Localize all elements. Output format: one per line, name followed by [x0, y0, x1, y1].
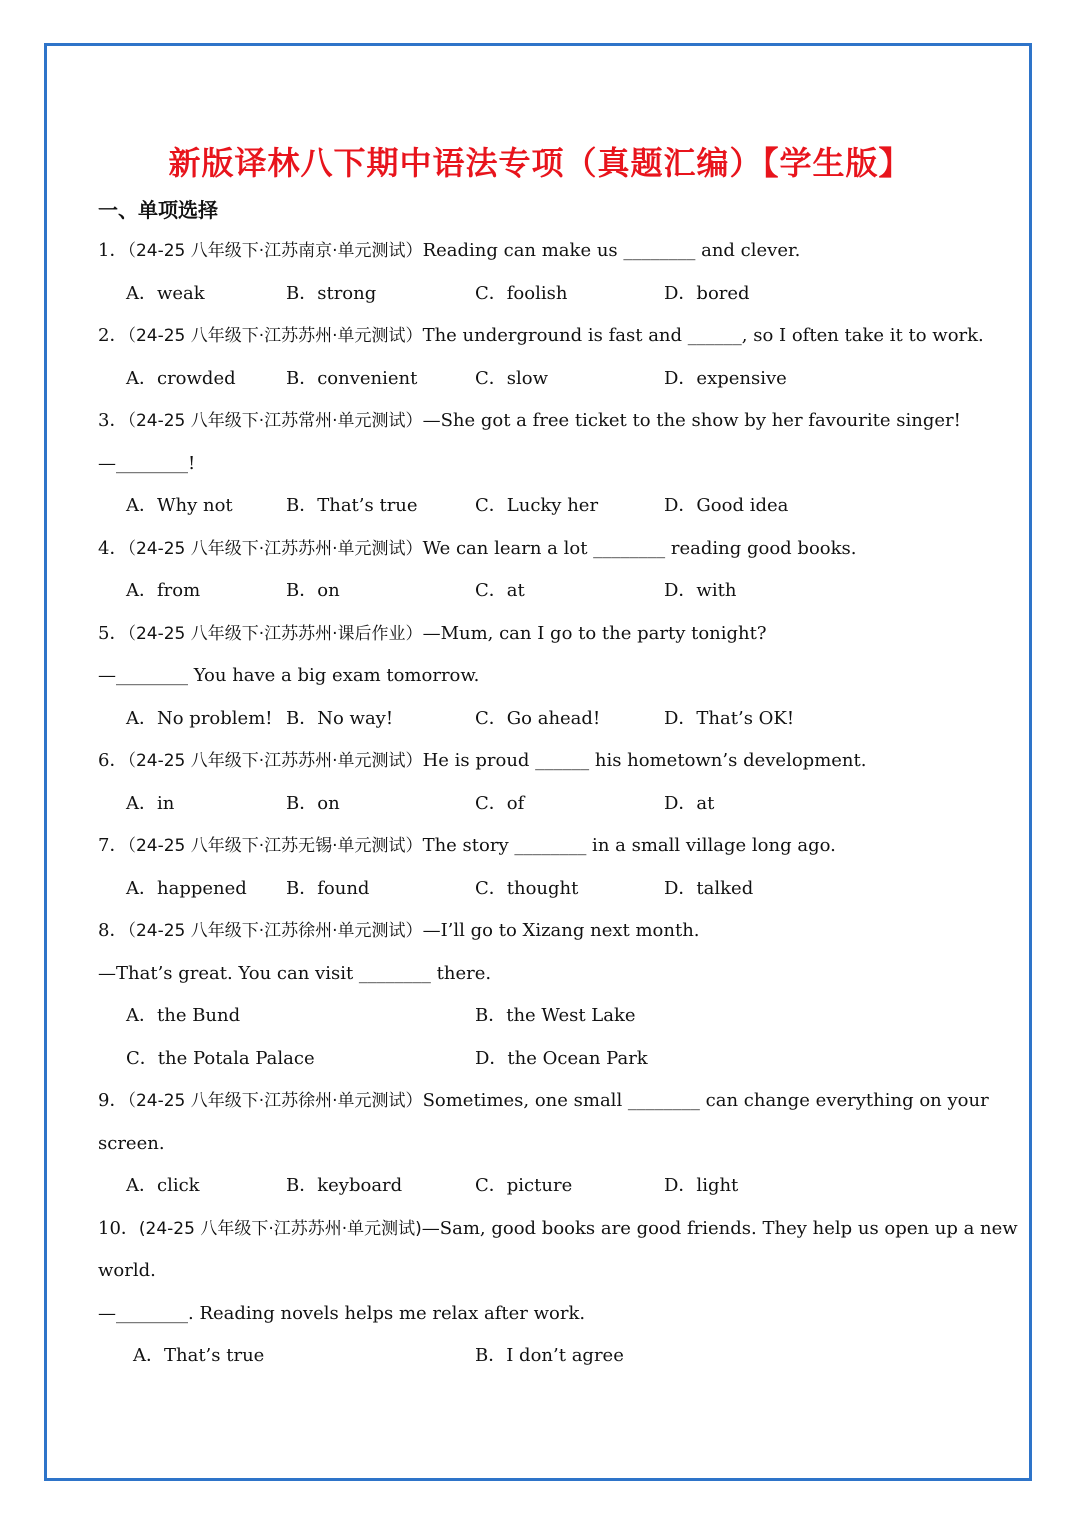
q3-option-b[interactable]: B．That’s true [286, 495, 418, 516]
q9-option-a[interactable]: A．click [126, 1175, 200, 1196]
q6-option-d[interactable]: D．at [664, 793, 715, 814]
q8-option-b[interactable]: B．the West Lake [475, 1005, 636, 1026]
question-6 [98, 747, 866, 775]
question-text: Sometimes, one small ________ can change everything on your [422, 1090, 989, 1111]
question-source: （24-25 八年级下·江苏无锡·单元测试） [127, 836, 423, 856]
question-text: —Sam, good books are good friends. They help us open up a new [421, 1218, 1018, 1239]
section-heading: 一、单项选择 [98, 198, 218, 222]
q2-option-d[interactable]: D．expensive [664, 368, 787, 389]
question-number: 10． [98, 1218, 139, 1239]
question-text: We can learn a lot ________ reading good books. [422, 538, 857, 559]
q4-option-d[interactable]: D．with [664, 580, 737, 601]
question-source: （24-25 八年级下·江苏苏州·单元测试） [127, 539, 423, 559]
q7-option-c[interactable]: C．thought [475, 878, 579, 899]
q1-option-c[interactable]: C．foolish [475, 283, 568, 304]
question-source: （24-25 八年级下·江苏南京·单元测试） [127, 241, 423, 261]
question-text: —I’ll go to Xizang next month. [422, 920, 700, 941]
question-text: —Mum, can I go to the party tonight? [422, 623, 767, 644]
question-source: （24-25 八年级下·江苏苏州·单元测试） [127, 326, 423, 346]
q6-option-c[interactable]: C．of [475, 793, 525, 814]
question-number: 7． [98, 835, 128, 856]
question-number: 8． [98, 920, 128, 941]
question-4 [98, 535, 857, 563]
question-text: —She got a free ticket to the show by her favourite singer! [422, 410, 961, 431]
question-10-continued: world. [98, 1260, 156, 1281]
question-1 [98, 237, 800, 265]
question-7 [98, 832, 836, 860]
q8-option-a[interactable]: A．the Bund [126, 1005, 241, 1026]
question-number: 4． [98, 538, 128, 559]
question-text: The story ________ in a small village long ago. [422, 835, 836, 856]
q4-option-a[interactable]: A．from [126, 580, 201, 601]
question-10-reply: —________. Reading novels helps me relax after work. [98, 1303, 586, 1324]
question-text: The underground is fast and ______, so I often take it to work. [422, 325, 984, 346]
question-source: (24-25 八年级下·江苏苏州·单元测试) [138, 1219, 422, 1239]
q7-option-d[interactable]: D．talked [664, 878, 754, 899]
q5-option-b[interactable]: B．No way! [286, 708, 394, 729]
q2-option-a[interactable]: A．crowded [126, 368, 236, 389]
q3-option-d[interactable]: D．Good idea [664, 495, 789, 516]
question-number: 6． [98, 750, 128, 771]
question-text: He is proud ______ his hometown’s development. [422, 750, 867, 771]
q4-option-c[interactable]: C．at [475, 580, 525, 601]
q4-option-b[interactable]: B．on [286, 580, 340, 601]
q3-option-a[interactable]: A．Why not [126, 495, 233, 516]
question-source: （24-25 八年级下·江苏苏州·单元测试） [127, 751, 423, 771]
question-10 [98, 1215, 1018, 1243]
q5-option-d[interactable]: D．That’s OK! [664, 708, 795, 729]
q6-option-b[interactable]: B．on [286, 793, 340, 814]
question-3 [98, 407, 961, 435]
q8-option-d[interactable]: D．the Ocean Park [475, 1048, 648, 1069]
q1-option-d[interactable]: D．bored [664, 283, 750, 304]
question-2 [98, 322, 984, 350]
question-8 [98, 917, 700, 945]
q7-option-b[interactable]: B．found [286, 878, 370, 899]
q2-option-b[interactable]: B．convenient [286, 368, 418, 389]
q10-option-a[interactable]: A．That’s true [133, 1345, 265, 1366]
question-number: 9． [98, 1090, 128, 1111]
q5-option-c[interactable]: C．Go ahead! [475, 708, 601, 729]
question-8-reply: —That’s great. You can visit ________ there. [98, 963, 492, 984]
question-text: Reading can make us ________ and clever. [422, 240, 801, 261]
question-source: （24-25 八年级下·江苏徐州·单元测试） [127, 1091, 423, 1111]
question-source: （24-25 八年级下·江苏苏州·课后作业） [127, 624, 423, 644]
q9-option-b[interactable]: B．keyboard [286, 1175, 403, 1196]
question-number: 2． [98, 325, 128, 346]
q8-option-c[interactable]: C．the Potala Palace [126, 1048, 315, 1069]
q2-option-c[interactable]: C．slow [475, 368, 549, 389]
question-source: （24-25 八年级下·江苏常州·单元测试） [127, 411, 423, 431]
q9-option-d[interactable]: D．light [664, 1175, 739, 1196]
question-5-reply: —________ You have a big exam tomorrow. [98, 665, 480, 686]
question-9-continued: screen. [98, 1133, 165, 1154]
question-number: 5． [98, 623, 128, 644]
question-source: （24-25 八年级下·江苏徐州·单元测试） [127, 921, 423, 941]
q10-option-b[interactable]: B．I don’t agree [475, 1345, 624, 1366]
q1-option-b[interactable]: B．strong [286, 283, 377, 304]
q6-option-a[interactable]: A．in [126, 793, 175, 814]
q9-option-c[interactable]: C．picture [475, 1175, 573, 1196]
question-5 [98, 620, 767, 648]
question-number: 3． [98, 410, 128, 431]
question-3-reply: —________! [98, 453, 196, 474]
page-title: 新版译林八下期中语法专项（真题汇编）【学生版】 [168, 144, 912, 182]
q7-option-a[interactable]: A．happened [126, 878, 247, 899]
q5-option-a[interactable]: A．No problem! [126, 708, 273, 729]
question-number: 1． [98, 240, 128, 261]
question-9 [98, 1087, 989, 1115]
q3-option-c[interactable]: C．Lucky her [475, 495, 599, 516]
q1-option-a[interactable]: A．weak [126, 283, 205, 304]
